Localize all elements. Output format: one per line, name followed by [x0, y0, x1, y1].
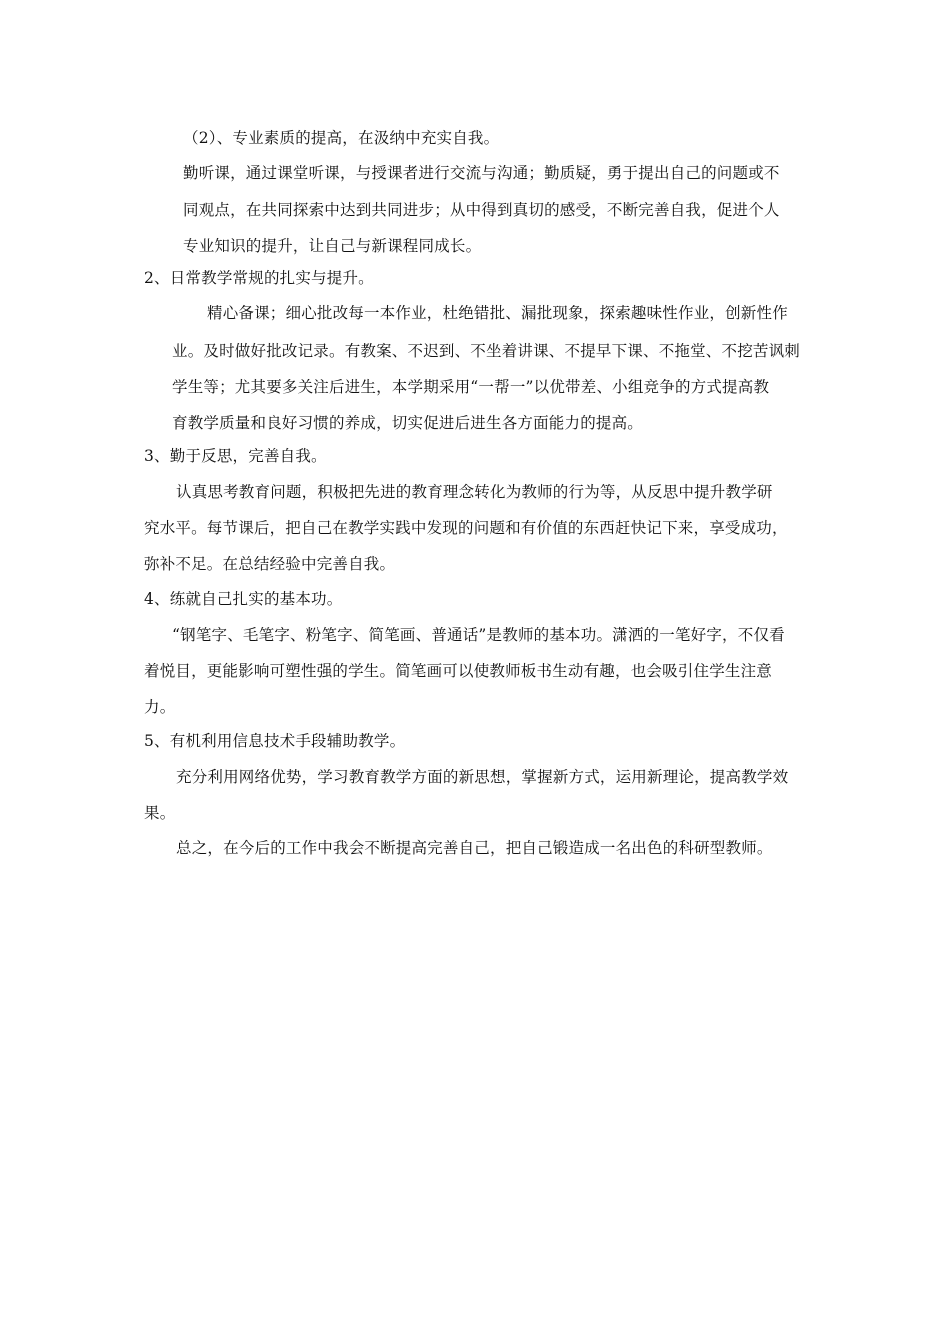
paragraph-line: 充分利用网络优势，学习教育教学方面的新思想，掌握新方式，运用新理论，提高教学效	[176, 768, 789, 786]
section-heading-3: 3、勤于反思，完善自我。	[144, 447, 327, 465]
section-heading-5: 5、有机利用信息技术手段辅助教学。	[144, 732, 406, 750]
paragraph-line: 同观点，在共同探索中达到共同进步；从中得到真切的感受，不断完善自我，促进个人	[183, 201, 780, 219]
paragraph-line: 认真思考教育问题，积极把先进的教育理念转化为教师的行为等，从反思中提升教学研	[176, 483, 773, 501]
conclusion-line: 总之，在今后的工作中我会不断提高完善自己，把自己锻造成一名出色的科研型教师。	[176, 839, 773, 857]
section-heading-4: 4、练就自己扎实的基本功。	[144, 590, 343, 608]
paragraph-line: 专业知识的提升，让自己与新课程同成长。	[183, 237, 482, 255]
paragraph-line: “钢笔字、毛笔字、粉笔字、简笔画、普通话”是教师的基本功。潇洒的一笔好字，不仅看	[172, 626, 785, 644]
paragraph-line: 力。	[144, 698, 176, 716]
paragraph-line: 果。	[144, 804, 176, 822]
section-heading-2: 2、日常教学常规的扎实与提升。	[144, 269, 374, 287]
paragraph-line: 着悦目，更能影响可塑性强的学生。简笔画可以使教师板书生动有趣，也会吸引住学生注意	[144, 662, 773, 680]
paragraph-line: 勤听课，通过课堂听课，与授课者进行交流与沟通；勤质疑，勇于提出自己的问题或不	[183, 164, 780, 182]
subsection-heading-2: （2）、专业素质的提高，在汲纳中充实自我。	[183, 129, 500, 147]
paragraph-line: 弥补不足。在总结经验中完善自我。	[144, 555, 396, 573]
paragraph-line: 究水平。每节课后，把自己在教学实践中发现的问题和有价值的东西赶快记下来，享受成功，	[144, 519, 788, 537]
paragraph-line: 业。及时做好批改记录。有教案、不迟到、不坐着讲课、不提早下课、不拖堂、不挖苦讽刺	[172, 342, 801, 360]
paragraph-line: 育教学质量和良好习惯的养成，切实促进后进生各方面能力的提高。	[172, 414, 644, 432]
paragraph-line: 精心备课；细心批改每一本作业，杜绝错批、漏批现象，探索趣味性作业，创新性作	[207, 304, 788, 322]
paragraph-line: 学生等；尤其要多关注后进生，本学期采用“一帮一”以优带差、小组竞争的方式提高教	[172, 378, 770, 396]
